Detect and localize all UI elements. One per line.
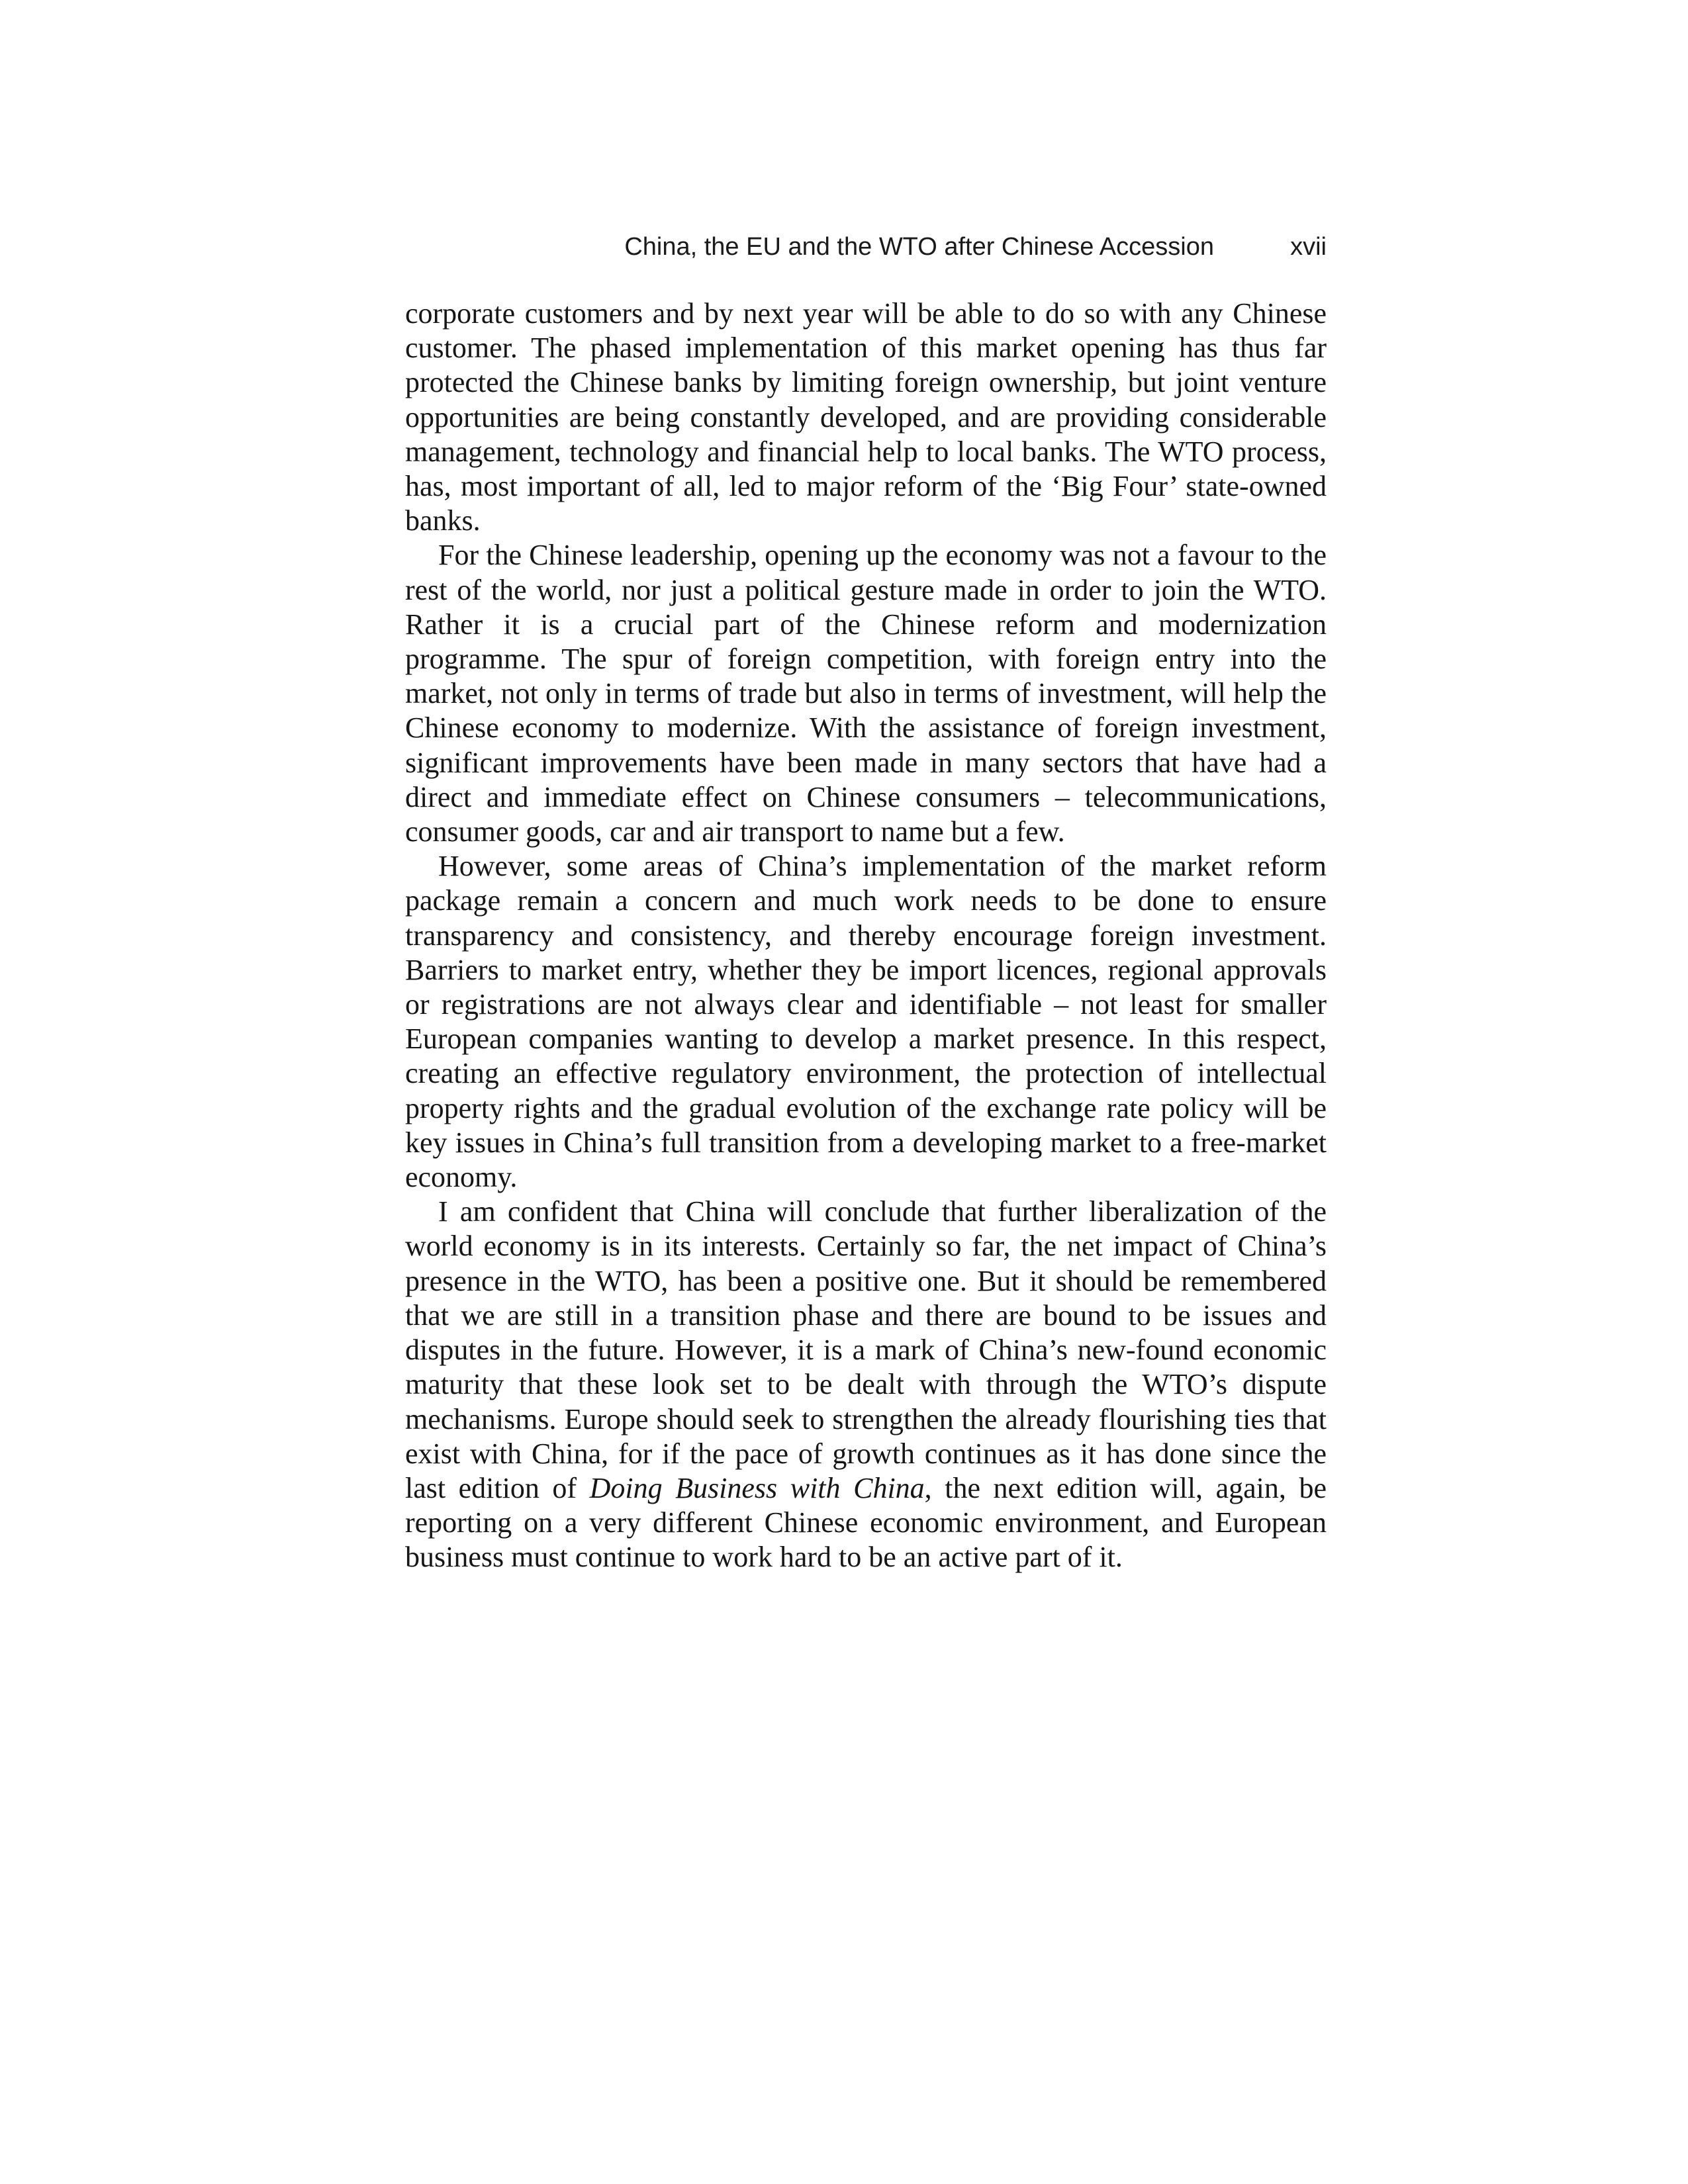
paragraph-chinese-leadership: For the Chinese leadership, opening up the economy was not a favour to the rest of the world, nor just a political gesture made in order to join the WTO. Rather it is a crucial part of the Chinese reform and modernization programme. The spur of foreign competition, with foreign entry into the market, not only in terms of trade but also in terms of investment, will help the Chinese economy to modernize. With the assistance of foreign investment, significant improvements have been made in many sectors that have had a direct and immediate effect on Chinese consumers – telecommunications, consumer goods, car and air transport to name but a few.	[405, 539, 1327, 848]
paragraph-text-segment: , the next edition will, again, be reporting on a very different Chinese economic environment, and European business must continue to work hard to be an active part of it.	[405, 1471, 1327, 1574]
book-title-italic: Doing Business with China	[589, 1471, 925, 1504]
running-head	[405, 233, 1327, 270]
paragraph-text-segment: I am confident that China will conclude that further liberalization of the world economy is in its interests. Certainly so far, the net impact of China’s presence in the WTO, has been a positive one. But it should be remembered that we are still in a transition phase and there are bound to be issues and disputes in the future. However, it is a mark of China’s new-found economic maturity that these look set to be dealt with through the WTO’s dispute mechanisms. Europe should seek to strengthen the already flourishing ties that exist with China, for if the pace of growth continues as it has done since the last edition of	[405, 1195, 1327, 1504]
page-number: xvii	[1290, 233, 1327, 261]
paragraph-liberalization-outlook	[405, 1195, 1327, 1574]
running-head-title: China, the EU and the WTO after Chinese Accession	[624, 233, 1214, 261]
body-text	[405, 296, 1327, 1575]
paragraph-implementation-concerns: However, some areas of China’s implementation of the market reform package remain a concern and much work needs to be done to ensure transparency and consistency, and thereby encourage foreign investment. Barriers to market entry, whether they be import licences, regional approvals or registrations are not always clear and identifiable – not least for smaller European companies wanting to develop a market presence. In this respect, creating an effective regulatory environment, the protection of intellectual property rights and the gradual evolution of the exchange rate policy will be key issues in China’s full transition from a developing market to a free-market economy.	[405, 850, 1327, 1194]
paragraph-banking-reform: corporate customers and by next year will be able to do so with any Chinese customer. The phased implementation of this market opening has thus far protected the Chinese banks by limiting foreign ownership, but joint venture opportunities are being constantly developed, and are providing considerable management, technology and financial help to local banks. The WTO process, has, most important of all, led to major reform of the ‘Big Four’ state-owned banks.	[405, 297, 1327, 537]
